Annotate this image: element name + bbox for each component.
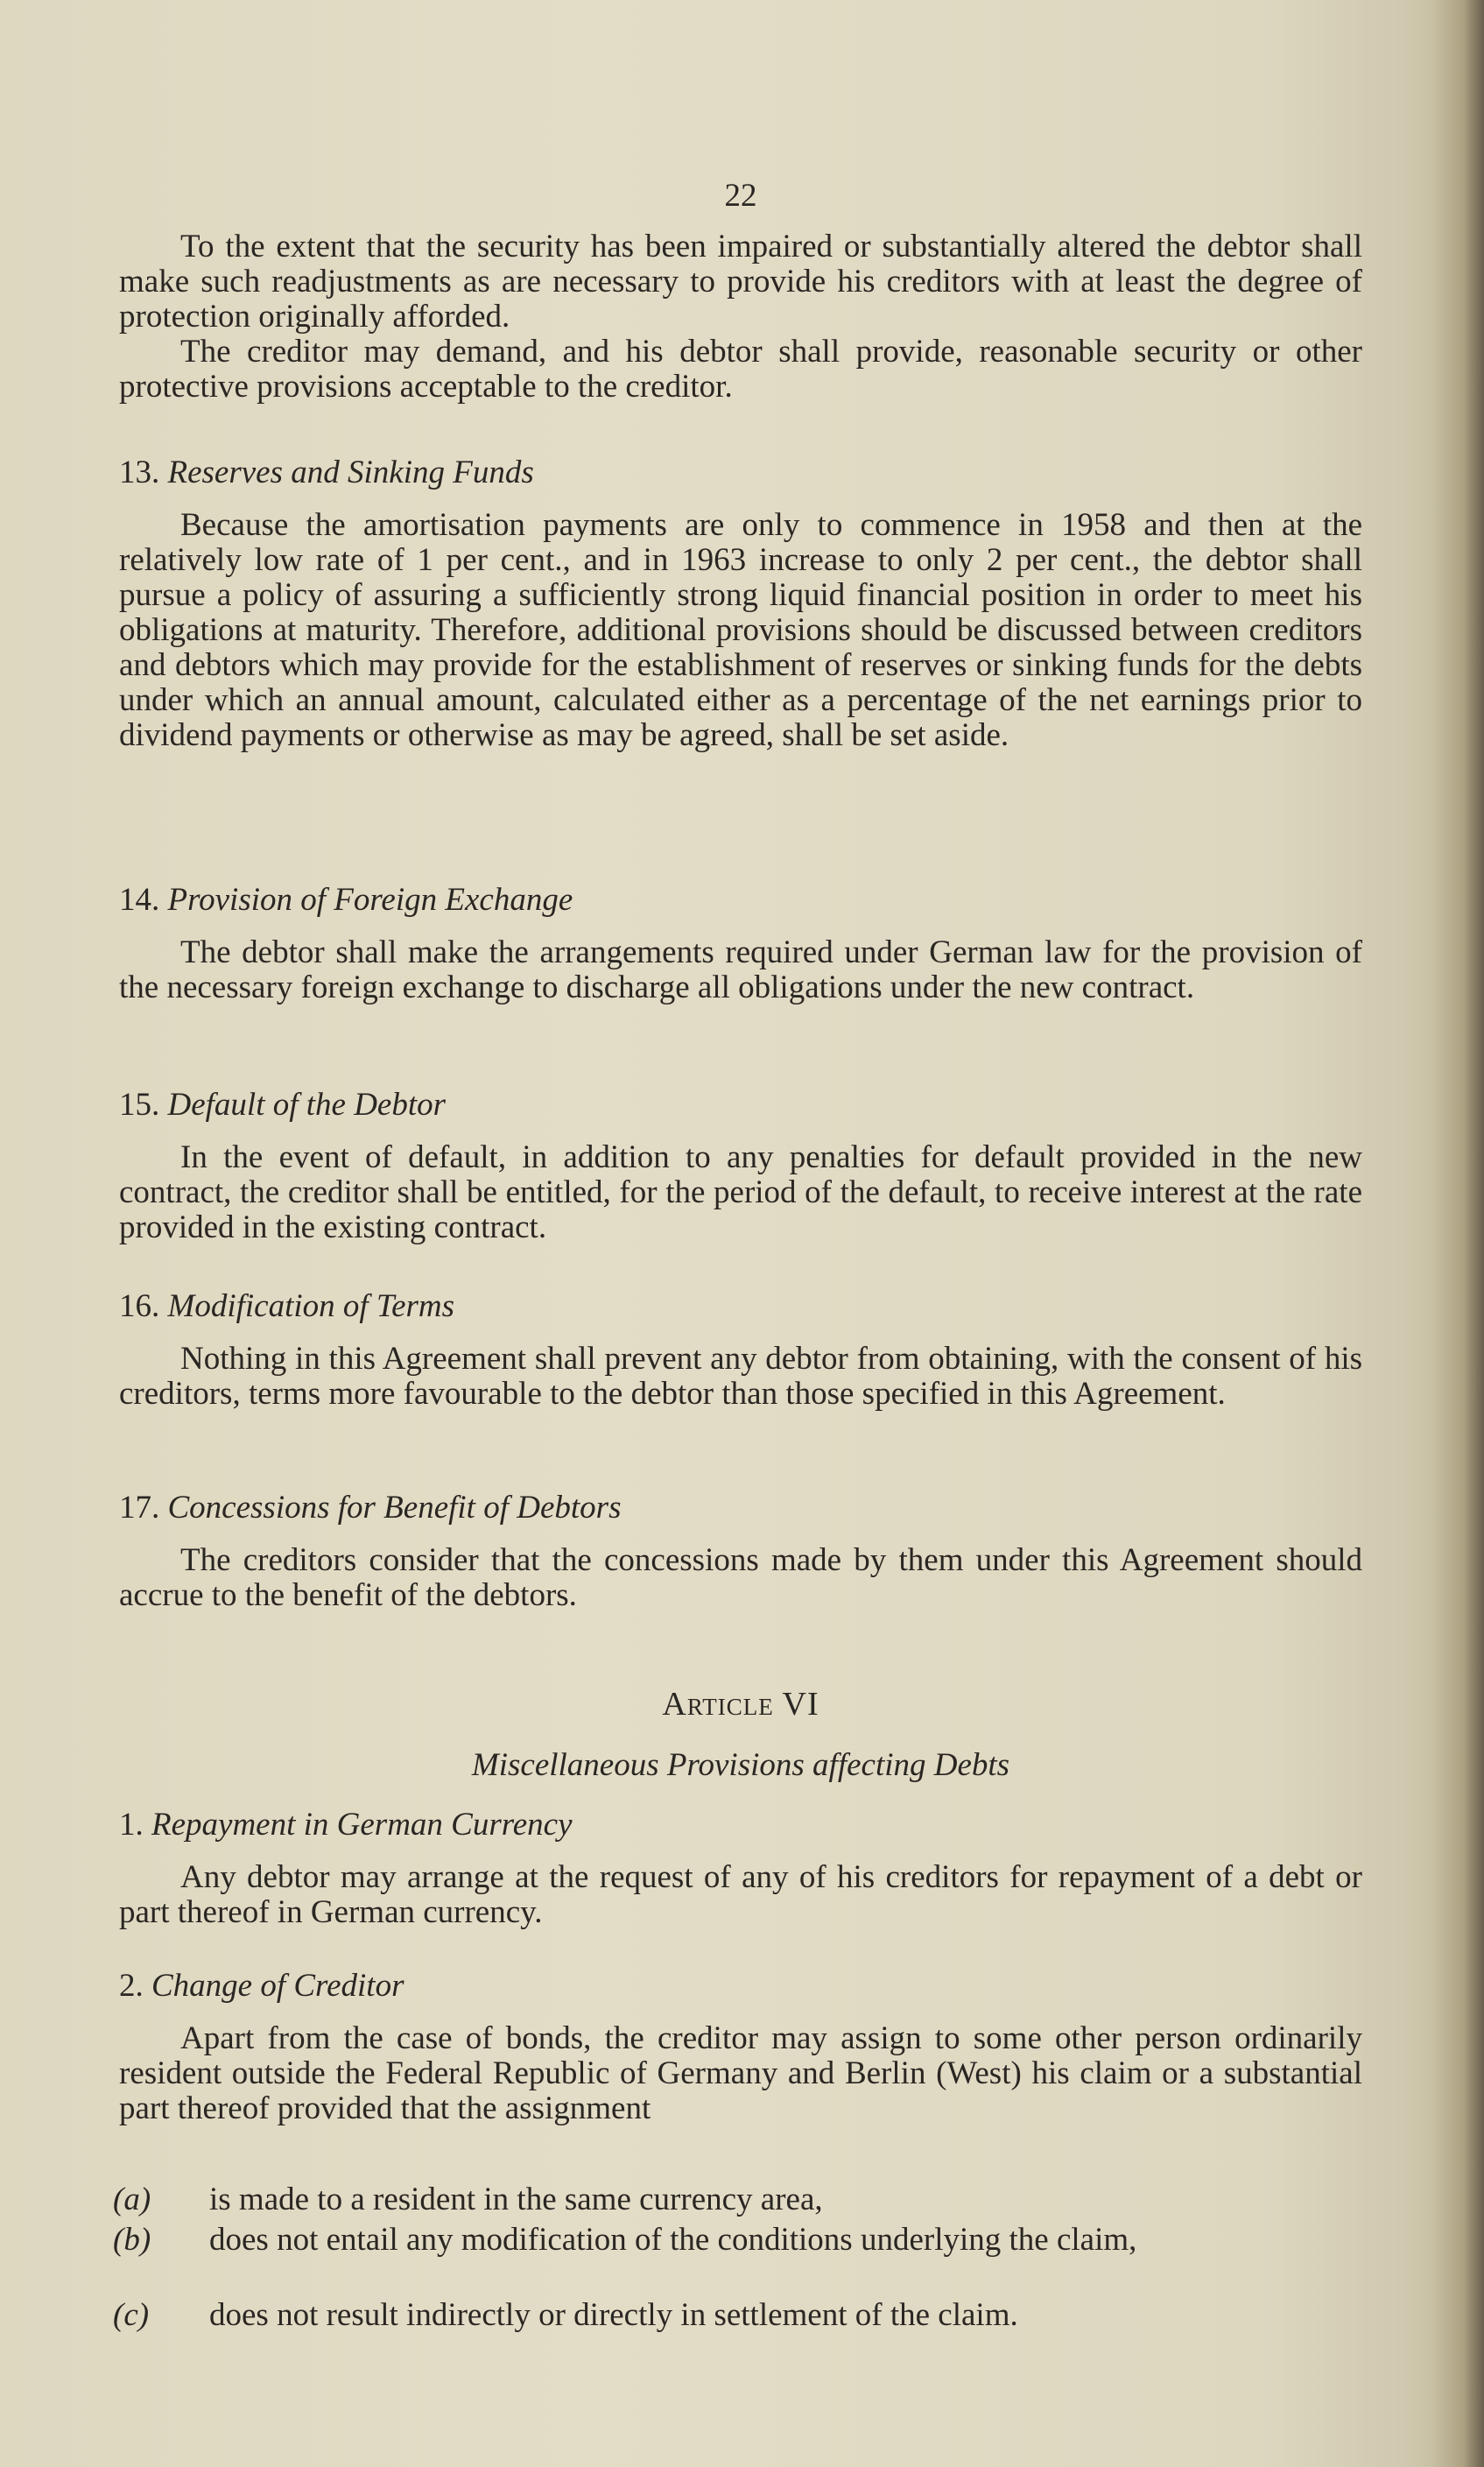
section-title: Change of Creditor <box>151 1968 404 2004</box>
intro-paragraph-1: To the extent that the security has been impaired or substantially altered the debtor shall make such readjustments as are necessary to provide his creditors with at least the degree of protection originally afforded. <box>119 229 1362 335</box>
section-15-text: In the event of default, in addition to any penalties for default provided in the new contract, the creditor shall be entitled, for the period of the default, to receive interest at the rate provided in the existing contract. <box>119 1139 1362 1245</box>
section-number: 2. <box>119 1968 144 2004</box>
section-number: 13. <box>119 455 160 490</box>
section-13-text: Because the amortisation payments are only to commence in 1958 and then at the relatively low rate of 1 per cent., and in 1963 increase to only 2 per cent., the debtor shall pursue a policy of assuring a sufficiently strong liquid financial position in order to meet his obligations at maturity. Therefore, additional provisions should be discussed between creditors and debtors which may provide for the establishment of reserves or sinking funds for the debts under which an annual amount, calculated either as a percentage of the net earnings prior to dividend payments or otherwise as may be agreed, shall be set aside. <box>119 507 1362 753</box>
intro-paragraph-2: The creditor may demand, and his debtor shall provide, reasonable security or other protective provisions acceptable to the creditor. <box>119 334 1362 405</box>
section-title: Repayment in German Currency <box>151 1807 573 1843</box>
section-14-heading <box>119 883 1362 918</box>
list-item-label: (a) <box>113 2182 151 2217</box>
section-15-heading <box>119 1088 1362 1123</box>
section-title: Provision of Foreign Exchange <box>167 882 573 918</box>
section-13-heading <box>119 455 1362 490</box>
section-16-heading <box>119 1289 1362 1324</box>
section-title: Default of the Debtor <box>167 1087 447 1123</box>
section-number: 14. <box>119 882 160 918</box>
list-item <box>113 2182 1362 2217</box>
list-item <box>113 2222 1362 2258</box>
article-section-2 <box>119 1969 1362 2126</box>
list-item-text: does not entail any modification of the conditions underlying the claim, <box>209 2222 1137 2258</box>
section-title: Concessions for Benefit of Debtors <box>167 1490 622 1526</box>
article-title: Article VI <box>662 1686 819 1723</box>
section-title: Modification of Terms <box>167 1288 455 1324</box>
section-17 <box>119 1491 1362 1613</box>
section-number: 16. <box>119 1288 160 1324</box>
section-number: 1. <box>119 1807 144 1843</box>
section-number: 15. <box>119 1087 160 1123</box>
section-14 <box>119 883 1362 1005</box>
list-item <box>113 2297 1362 2333</box>
article-section-1 <box>119 1808 1362 1930</box>
section-number: 17. <box>119 1490 160 1526</box>
list-item-text: does not result indirectly or directly in settlement of the claim. <box>209 2297 1018 2333</box>
section-14-text: The debtor shall make the arrangements required under German law for the provision of the necessary foreign exchange to discharge all obligations under the new contract. <box>119 934 1362 1005</box>
article-section-1-heading <box>119 1808 1362 1843</box>
intro-section <box>119 229 1362 405</box>
list-item-text: is made to a resident in the same currency area, <box>209 2182 823 2217</box>
section-17-heading <box>119 1491 1362 1526</box>
section-15 <box>119 1088 1362 1245</box>
section-16 <box>119 1289 1362 1412</box>
book-spine-shadow <box>1431 0 1484 2467</box>
article-section-2-text: Apart from the case of bonds, the creditor may assign to some other person ordinarily resident outside the Federal Republic of Germany and Berlin (West) his claim or a substantial part thereof provided that the assignment <box>119 2020 1362 2126</box>
page-number: 22 <box>724 178 757 214</box>
section-16-text: Nothing in this Agreement shall prevent any debtor from obtaining, with the consent of his creditors, terms more favourable to the debtor than those specified in this Agreement. <box>119 1341 1362 1412</box>
article-subtitle: Miscellaneous Provisions affecting Debts <box>471 1747 1010 1783</box>
article-heading <box>119 1687 1362 1783</box>
section-13 <box>119 455 1362 753</box>
article-section-2-heading <box>119 1969 1362 2004</box>
list-item-label: (c) <box>113 2297 150 2333</box>
article-section-1-text: Any debtor may arrange at the request of any of his creditors for repayment of a debt or part thereof in German currency. <box>119 1859 1362 1930</box>
list-item-label: (b) <box>113 2222 151 2258</box>
section-17-text: The creditors consider that the concessions made by them under this Agreement should accrue to the benefit of the debtors. <box>119 1542 1362 1613</box>
section-title: Reserves and Sinking Funds <box>167 455 534 490</box>
